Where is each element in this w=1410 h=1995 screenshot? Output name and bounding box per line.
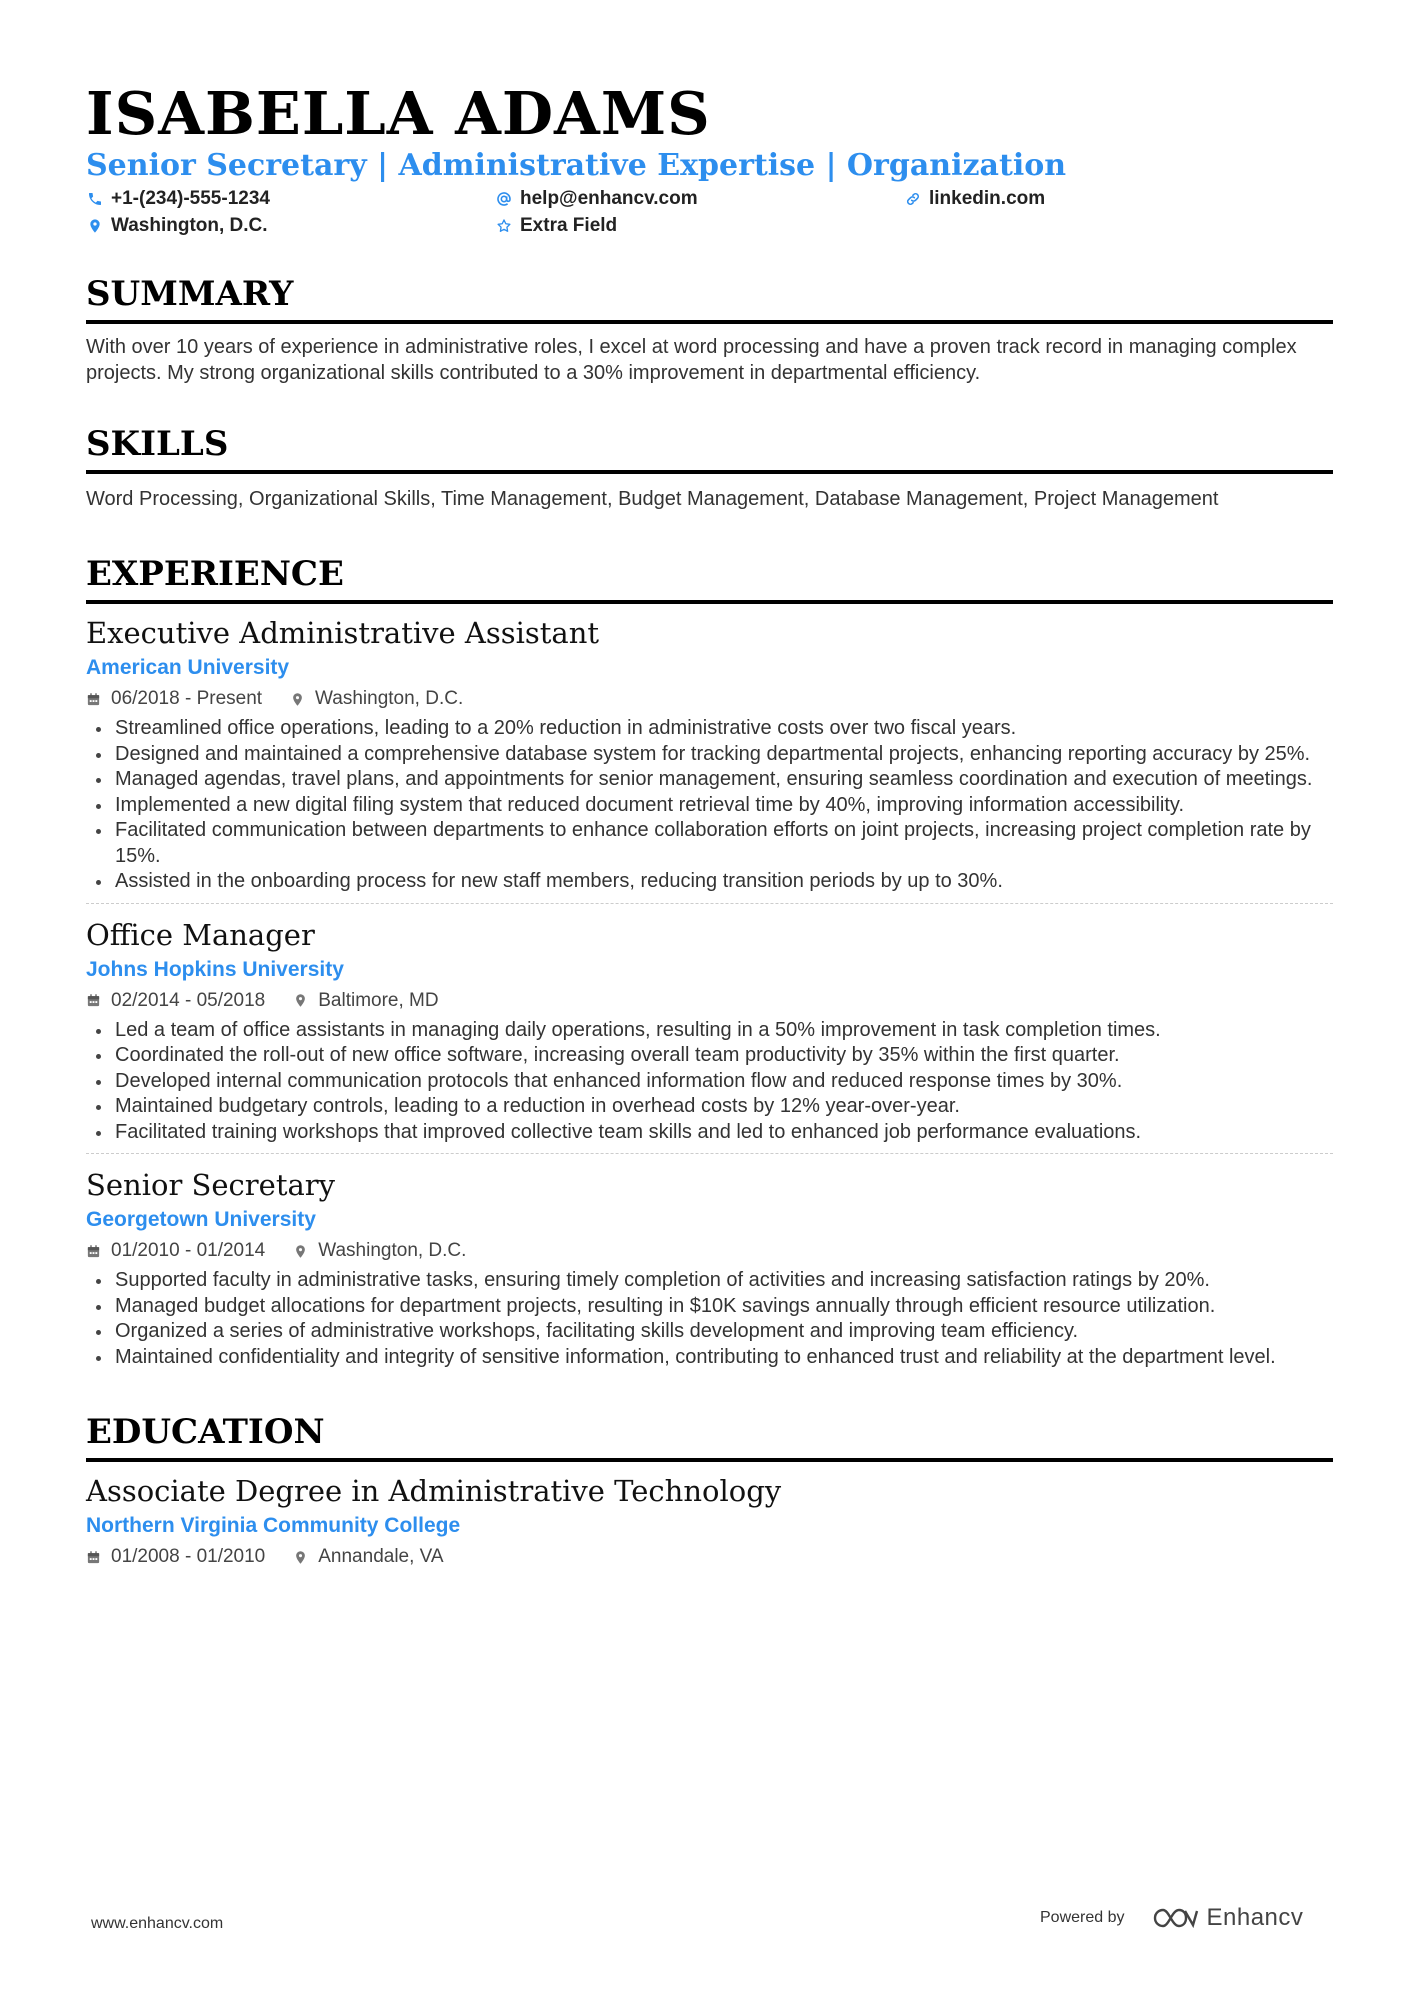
- map-pin-icon: [293, 993, 308, 1008]
- contact-location: [86, 213, 268, 239]
- star-icon: [495, 218, 512, 235]
- brand-logo[interactable]: [1151, 1904, 1304, 1932]
- phone-text: +1-(234)-555-1234: [111, 188, 270, 209]
- job-bullets: [86, 1018, 1333, 1146]
- email-text: help@enhancv.com: [520, 188, 698, 209]
- map-pin-icon: [86, 218, 103, 235]
- map-pin-icon: [293, 1550, 308, 1565]
- footer-branding: [1040, 1904, 1303, 1932]
- calendar-icon: [86, 1550, 101, 1565]
- linkedin-text: linkedin.com: [929, 188, 1046, 209]
- degree-title: Associate Degree in Administrative Technology: [86, 1474, 782, 1508]
- education-section: [86, 1412, 1333, 1570]
- map-pin-icon: [290, 692, 305, 707]
- skills-text: Word Processing, Organizational Skills, Time Management, Budget Management, Database Management, Project Management: [86, 488, 1219, 510]
- list-item: Assisted in the onboarding process for new staff members, reducing transition periods by up to 30%.: [86, 869, 1333, 895]
- school-name: Northern Virginia Community College: [86, 1514, 461, 1537]
- contact-info: [86, 186, 1333, 242]
- contact-linkedin[interactable]: [904, 186, 1045, 212]
- resume-page: [86, 78, 1333, 1570]
- job-divider: [86, 1153, 1333, 1154]
- list-item: Implemented a new digital filing system that reduced document retrieval time by 40%, improving information accessibility.: [86, 793, 1333, 819]
- job-divider: [86, 903, 1333, 904]
- extra-text: Extra Field: [520, 215, 618, 236]
- job-title: Senior Secretary: [86, 1168, 336, 1202]
- footer-website[interactable]: www.enhancv.com: [91, 1915, 224, 1932]
- section-divider: [86, 600, 1333, 604]
- link-icon: [904, 191, 921, 208]
- section-divider: [86, 1458, 1333, 1462]
- map-pin-icon: [293, 1244, 308, 1259]
- phone-icon: [86, 191, 103, 208]
- summary-text: With over 10 years of experience in administrative roles, I excel at word processing and have a proven track record in managing complex projects. My strong organizational skills contributed to a 30% improvement in departmental efficiency.: [86, 336, 1297, 384]
- location-text: Washington, D.C.: [111, 215, 268, 236]
- candidate-name: ISABELLA ADAMS: [86, 79, 711, 148]
- job-dates: 02/2014 - 05/2018: [86, 988, 265, 1014]
- brand-name: Enhancv: [1206, 1904, 1304, 1931]
- calendar-icon: [86, 1244, 101, 1259]
- enhancv-logo-icon: [1151, 1905, 1199, 1931]
- candidate-headline: Senior Secretary | Administrative Expertise | Organization: [86, 148, 1067, 183]
- list-item: Organized a series of administrative workshops, facilitating skills development and improving team efficiency.: [86, 1319, 1333, 1345]
- experience-section: [86, 554, 1333, 1370]
- summary-title: SUMMARY: [86, 274, 294, 314]
- job-entry: [86, 916, 1333, 1146]
- job-bullets: [86, 716, 1333, 895]
- job-location: Washington, D.C.: [290, 686, 463, 712]
- job-company: Georgetown University: [86, 1208, 316, 1231]
- education-meta: [86, 1544, 1333, 1570]
- list-item: Led a team of office assistants in managing daily operations, resulting in a 50% improvement in task completion times.: [86, 1018, 1333, 1044]
- job-bullets: [86, 1268, 1333, 1370]
- list-item: Maintained budgetary controls, leading to a reduction in overhead costs by 12% year-over-year.: [86, 1094, 1333, 1120]
- calendar-icon: [86, 692, 101, 707]
- job-company: Johns Hopkins University: [86, 957, 344, 981]
- job-title: Office Manager: [86, 917, 315, 952]
- job-entry: [86, 614, 1333, 895]
- job-meta: [86, 1238, 1333, 1264]
- summary-section: [86, 274, 1333, 386]
- section-divider: [86, 320, 1333, 324]
- section-divider: [86, 470, 1333, 474]
- resume-header: [86, 78, 1333, 242]
- job-entry: [86, 1166, 1333, 1370]
- experience-title: EXPERIENCE: [86, 554, 344, 594]
- at-icon: [495, 191, 512, 208]
- job-location: Baltimore, MD: [293, 988, 438, 1014]
- list-item: Managed budget allocations for department projects, resulting in $10K savings annually through efficient resource utilization.: [86, 1294, 1333, 1320]
- list-item: Streamlined office operations, leading to a 20% reduction in administrative costs over two fiscal years.: [86, 716, 1333, 742]
- list-item: Managed agendas, travel plans, and appointments for senior management, ensuring seamless coordination and execution of meetings.: [86, 767, 1333, 793]
- job-location: Washington, D.C.: [293, 1238, 466, 1264]
- job-meta: [86, 988, 1333, 1014]
- job-company: American University: [86, 656, 290, 679]
- list-item: Facilitated training workshops that improved collective team skills and led to enhanced job performance evaluations.: [86, 1120, 1333, 1146]
- education-location: Annandale, VA: [293, 1544, 443, 1570]
- skills-section: [86, 424, 1333, 512]
- education-entry: [86, 1472, 1333, 1570]
- job-title: Executive Administrative Assistant: [86, 616, 600, 650]
- contact-extra: [495, 213, 617, 239]
- calendar-icon: [86, 993, 101, 1008]
- skills-title: SKILLS: [86, 424, 229, 464]
- powered-by-label: Powered by: [1040, 1909, 1125, 1926]
- job-dates: 01/2010 - 01/2014: [86, 1238, 265, 1264]
- list-item: Developed internal communication protocols that enhanced information flow and reduced response times by 30%.: [86, 1069, 1333, 1095]
- list-item: Supported faculty in administrative tasks, ensuring timely completion of activities and increasing satisfaction ratings by 20%.: [86, 1268, 1333, 1294]
- list-item: Maintained confidentiality and integrity of sensitive information, contributing to enhanced trust and reliability at the department level.: [86, 1345, 1333, 1371]
- contact-phone[interactable]: [86, 186, 270, 212]
- contact-email[interactable]: [495, 186, 698, 212]
- list-item: Coordinated the roll-out of new office software, increasing overall team productivity by 35% within the first quarter.: [86, 1043, 1333, 1069]
- list-item: Designed and maintained a comprehensive database system for tracking departmental projects, enhancing reporting accuracy by 25%.: [86, 742, 1333, 768]
- education-title: EDUCATION: [86, 1412, 325, 1452]
- education-dates: 01/2008 - 01/2010: [86, 1544, 265, 1570]
- list-item: Facilitated communication between departments to enhance collaboration efforts on joint projects, increasing project completion rate by 15%.: [86, 818, 1333, 869]
- job-dates: 06/2018 - Present: [86, 686, 262, 712]
- job-meta: [86, 686, 1333, 712]
